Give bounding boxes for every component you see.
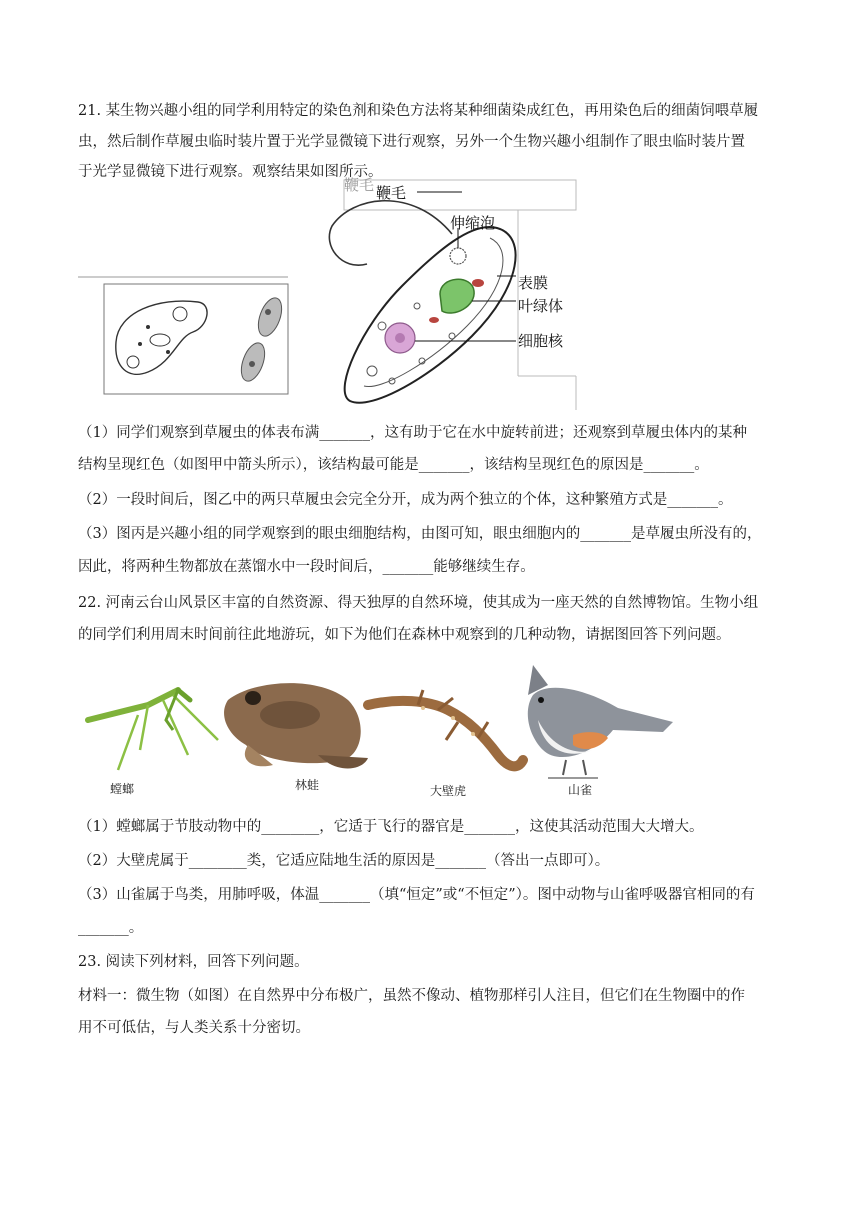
animal-label-mantis: 螳螂 — [110, 782, 135, 796]
q22-line-2: 的同学们利用周末时间前往此地游玩，如下为他们在森林中观察到的几种动物，请据图回答下列问题。 — [78, 627, 731, 643]
q21-part-3b: 因此，将两种生物都放在蒸馏水中一段时间后，_______能够继续生存。 — [78, 559, 535, 575]
paramecium-figure — [78, 272, 290, 396]
q23-line-3: 用不可低估，与人类关系十分密切。 — [78, 1020, 310, 1036]
animal-label-tit: 山雀 — [568, 783, 593, 797]
membrane-label: 表膜 — [518, 274, 549, 292]
nucleus-label: 细胞核 — [518, 332, 564, 350]
euglena-body — [345, 227, 516, 403]
frog-illustration — [224, 683, 368, 768]
q21-line-2: 虫，然后制作草履虫临时装片置于光学显微镜下进行观察，另外一个生物兴趣小组制作了眼虫临时装片置 — [78, 134, 745, 150]
q22-part-1: （1）螳螂属于节肢动物中的________，它适于飞行的器官是_______，这使其活动范围大大增大。 — [78, 819, 704, 835]
contractile-vacuole-label: 伸缩泡 — [450, 214, 496, 232]
q21-part-1a: （1）同学们观察到草履虫的体表布满_______，这有助于它在水中旋转前进；还观察到草履虫体内的某种 — [78, 425, 747, 441]
q22-part-2: （2）大壁虎属于________类，它适应陆地生活的原因是_______（答出一点即可）。 — [78, 853, 610, 869]
titmouse-illustration — [528, 665, 673, 778]
q21-part-2: （2）一段时间后，图乙中的两只草履虫会完全分开，成为两个独立的个体，这种繁殖方式是_______。 — [78, 492, 733, 508]
chloroplast-label: 叶绿体 — [518, 297, 564, 315]
q22-line-1: 22. 河南云台山风景区丰富的自然资源、得天独厚的自然环境，使其成为一座天然的自然博物馆。生物小组 — [78, 595, 759, 611]
faded-flagellum-label: 鞭毛 — [344, 176, 375, 194]
q22-part-3a: （3）山雀属于鸟类，用肺呼吸，体温_______（填“恒定”或“不恒定”）。图中动物与山雀呼吸器官相同的有 — [78, 887, 755, 903]
q21-part-3a: （3）图丙是兴趣小组的同学观察到的眼虫细胞结构，由图可知，眼虫细胞内的_______是草履虫所没有的， — [78, 526, 762, 542]
q23-line-2: 材料一：微生物（如图）在自然界中分布极广，虽然不像动、植物那样引人注目，但它们在生物圈中的作 — [78, 988, 745, 1004]
red-spot-2 — [429, 317, 439, 323]
paramecium-a-sketch — [116, 301, 207, 374]
animal-label-frog: 林蛙 — [295, 778, 320, 792]
mantis-illustration — [88, 690, 218, 770]
gecko-illustration — [368, 690, 523, 766]
euglena-figure — [322, 176, 578, 410]
animal-label-gecko: 大壁虎 — [430, 784, 467, 798]
q21-line-3: 于光学显微镜下进行观察。观察结果如图所示。 — [78, 164, 383, 180]
q22-part-3b: _______。 — [78, 920, 144, 936]
q21-part-1b: 结构呈现红色（如图甲中箭头所示），该结构最可能是_______，该结构呈现红色的原因是_______。 — [78, 457, 709, 473]
q23-line-1: 23. 阅读下列材料，回答下列问题。 — [78, 954, 309, 970]
red-spot-1 — [472, 279, 484, 287]
contractile-vacuole — [450, 248, 466, 264]
paramecium-b-sketch — [237, 295, 286, 384]
flagellum-label: 鞭毛 — [376, 184, 407, 202]
q21-line-1: 21. 某生物兴趣小组的同学利用特定的染色剂和染色方法将某种细菌染成红色，再用染色后的细菌饲喂草履 — [78, 103, 759, 119]
animals-figure — [78, 660, 678, 800]
